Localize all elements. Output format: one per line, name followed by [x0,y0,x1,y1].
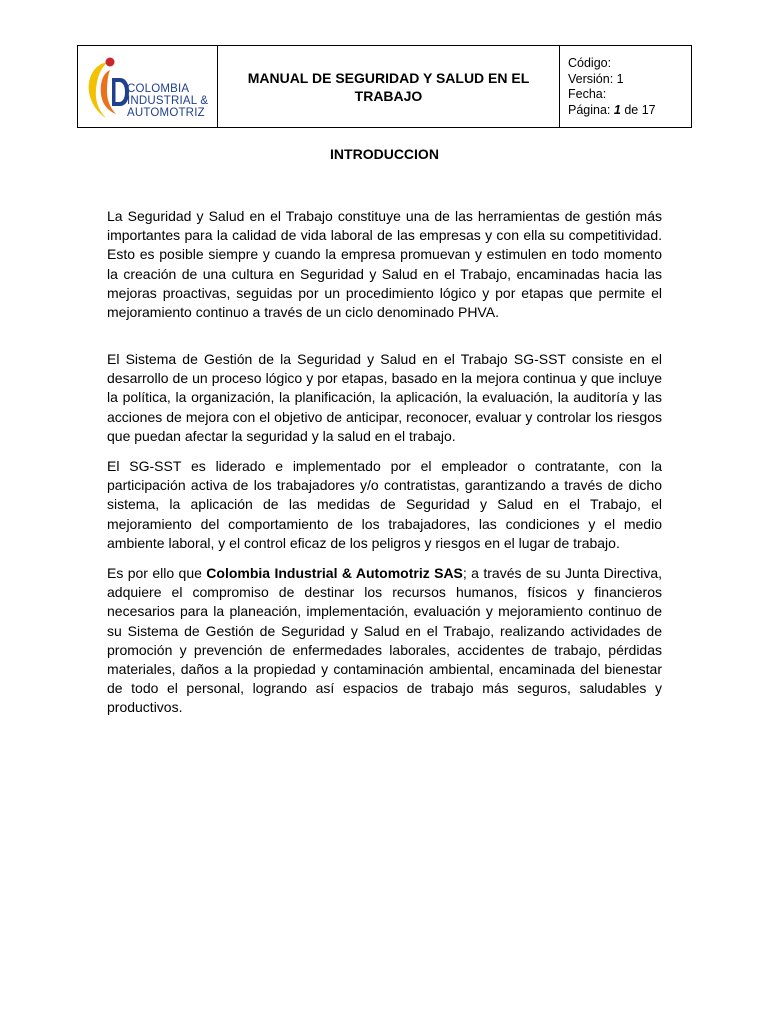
meta-pagina-number: 1 [613,102,621,117]
paragraph-4-prefix: Es por ello que [107,565,207,581]
document-title-cell [218,46,560,127]
logo-text-line3: AUTOMOTRIZ [127,107,205,119]
logo-cell [78,46,218,127]
meta-pagina [568,103,691,119]
meta-fecha: Fecha: [568,87,607,101]
section-heading: INTRODUCCION [330,146,439,162]
meta-pagina-total: de 17 [624,102,656,117]
logo-text-line2: INDUSTRIAL & [127,95,209,107]
document-title: MANUAL DE SEGURIDAD Y SALUD EN EL TRABAJO [247,69,530,104]
meta-codigo: Código: [568,56,612,70]
document-header-table [77,45,692,128]
meta-version: Versión: 1 [568,71,624,86]
company-name: Colombia Industrial & Automotriz SAS [206,565,463,581]
paragraph-3: El SG-SST es liderado e implementado por el empleador o contratante, con la participación activa de los trabajadores y/o contratistas, garantizando a través de dicho sistema, la aplicación de las medidas de Seguridad y Salud en el Trabajo, el mejoramiento del comportamiento de los trabajadores, las condiciones y el medio ambiente laboral, y el control eficaz de los peligros y riesgos en el lugar de trabajo. [107,458,662,551]
logo-red-dot [106,58,115,67]
meta-pagina-label: Página: [568,102,611,117]
paragraph-4 [107,564,662,718]
company-logo-icon [86,56,130,126]
paragraph-2: El Sistema de Gestión de la Seguridad y Salud en el Trabajo SG-SST consiste en el desarrollo de un proceso lógico y por etapas, basado en la mejora continua y que incluye la política, la organización, la planificación, la aplicación, la evaluación, la auditoría y las acciones de mejora con el objetivo de anticipar, reconocer, evaluar y controlar los riesgos que puedan afectar la seguridad y la salud en el trabajo. [107,351,662,444]
paragraph-1: La Seguridad y Salud en el Trabajo constituye una de las herramientas de gestión más importantes para la calidad de vida laboral de las empresas y con ella su competitividad. Esto es posible siempre y cuando la empresa promuevan y estimulen en todo momento la creación de una cultura en Seguridad y Salud en el Trabajo, encaminadas hacia las mejoras proactivas, seguidas por un procedimiento lógico y por etapas que permite el mejoramiento continuo a través de un ciclo denominado PHVA. [107,208,662,321]
logo-text-line1: COLOMBIA [127,83,190,95]
document-meta-cell [560,46,691,127]
paragraph-4-rest: ; a través de su Junta Directiva, adquiere el compromiso de destinar los recursos humanos, físicos y financieros necesarios para la planeación, implementación, evaluación y mejoramiento continuo de su Sistema de Gestión de Seguridad y Salud en el Trabajo, realizando actividades de promoción y prevención de enfermedades laborales, accidentes de trabajo, pérdidas materiales, daños a la propiedad y contaminación ambiental, encaminada del bienestar de todo el personal, logrando así espacios de trabajo más seguros, saludables y productivos. [107,565,662,716]
